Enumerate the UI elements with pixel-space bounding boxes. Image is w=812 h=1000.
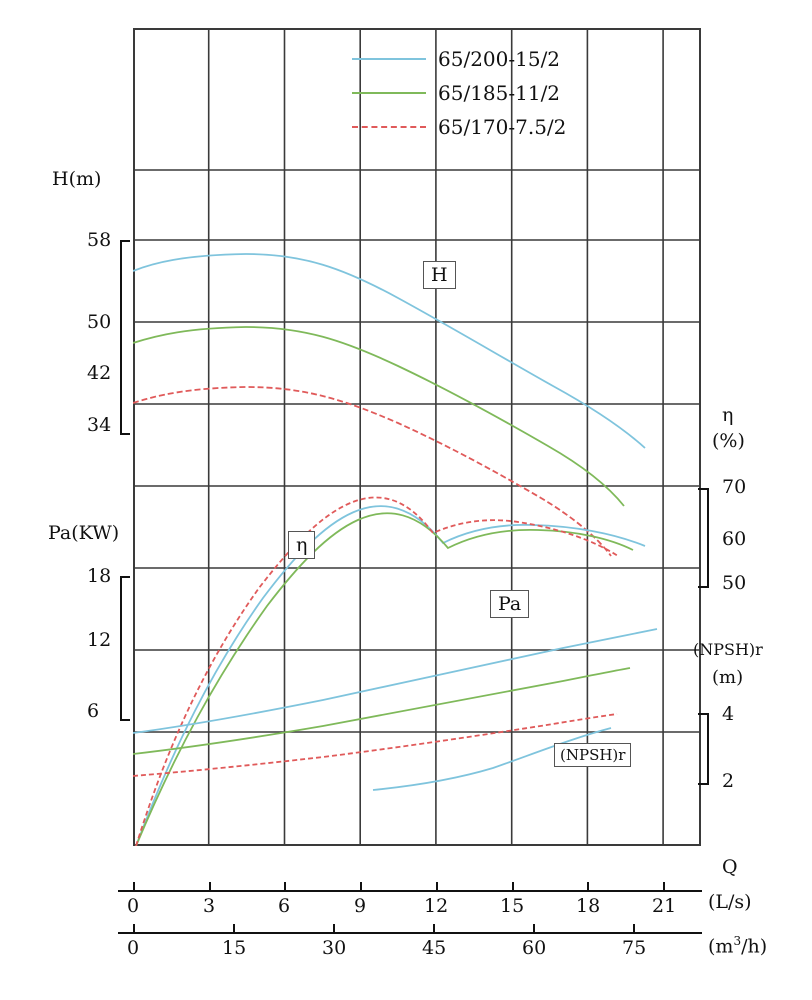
- x-secondary-tickmark: [233, 924, 235, 932]
- x-axis-secondary-line: [118, 932, 702, 934]
- legend-swatch: [352, 58, 426, 60]
- x-secondary-label-60: 60: [522, 937, 547, 959]
- x-secondary-tickmark: [633, 924, 635, 932]
- q-unit-exponent: 3: [733, 934, 742, 948]
- x-primary-label-6: 6: [278, 895, 291, 917]
- q-unit-prefix: (m: [708, 935, 734, 958]
- plot-area: [133, 28, 701, 846]
- x-primary-tickmark: [436, 882, 438, 890]
- x-primary-tickmark: [512, 882, 514, 890]
- chart-svg: [133, 28, 701, 846]
- eta-axis-bracket: [707, 488, 709, 588]
- legend-swatch: [352, 126, 426, 128]
- x-primary-label-3: 3: [203, 895, 216, 917]
- eta-tick-50: 50: [722, 572, 747, 594]
- q-axis-unit-primary: (L/s): [708, 891, 752, 913]
- pa-tick-18: 18: [87, 565, 112, 587]
- h-tick-34: 34: [87, 414, 112, 436]
- x-secondary-tickmark: [533, 924, 535, 932]
- h-axis-bracket: [120, 240, 122, 435]
- x-primary-tickmark: [360, 882, 362, 890]
- legend-item: [352, 76, 566, 110]
- x-secondary-tickmark: [133, 924, 135, 932]
- eta-axis-title-line2: (%): [712, 430, 745, 452]
- x-secondary-tickmark: [333, 924, 335, 932]
- npsh-axis-title-line1: (NPSH)r: [693, 640, 763, 659]
- legend: [352, 42, 566, 144]
- eta-tick-60: 60: [722, 528, 747, 550]
- pa-tick-12: 12: [87, 629, 112, 651]
- npsh-axis-bracket: [707, 713, 709, 785]
- x-secondary-label-15: 15: [222, 937, 247, 959]
- x-primary-label-21: 21: [652, 895, 677, 917]
- legend-item: [352, 110, 566, 144]
- q-unit-suffix: /h): [741, 935, 768, 958]
- h-axis-title: H(m): [52, 168, 102, 190]
- eta-axis-bracket-top: [698, 488, 708, 490]
- x-primary-tickmark: [284, 882, 286, 890]
- pa-axis-title: Pa(KW): [48, 522, 120, 544]
- x-secondary-label-0: 0: [127, 937, 140, 959]
- h-axis-bracket-top: [120, 240, 130, 242]
- legend-label: 65/170-7.5/2: [438, 115, 567, 139]
- npsh-tick-4: 4: [722, 703, 735, 725]
- x-primary-label-18: 18: [576, 895, 601, 917]
- label-box-pa: Pa: [490, 590, 529, 618]
- legend-label: 65/185-11/2: [438, 81, 561, 105]
- eta-axis-title-line1: η: [722, 404, 734, 426]
- label-box-npsh: (NPSH)r: [554, 743, 631, 767]
- legend-label: 65/200-15/2: [438, 47, 561, 71]
- x-primary-tickmark: [133, 882, 135, 890]
- h-tick-42: 42: [87, 362, 112, 384]
- h-tick-50: 50: [87, 311, 112, 333]
- plot-frame: [134, 29, 700, 845]
- h-tick-58: 58: [87, 229, 112, 251]
- x-secondary-label-30: 30: [322, 937, 347, 959]
- x-primary-label-12: 12: [424, 895, 449, 917]
- npsh-axis-bracket-top: [698, 713, 708, 715]
- pa-axis-bracket-top: [120, 576, 130, 578]
- npsh-axis-bracket-bottom: [698, 783, 708, 785]
- x-primary-tickmark: [209, 882, 211, 890]
- pa-tick-6: 6: [87, 700, 100, 722]
- npsh-axis-title-line2: (m): [712, 667, 744, 688]
- legend-swatch: [352, 92, 426, 94]
- x-primary-label-15: 15: [500, 895, 525, 917]
- label-box-h: H: [423, 261, 456, 289]
- legend-item: [352, 42, 566, 76]
- x-secondary-label-45: 45: [422, 937, 447, 959]
- x-primary-tickmark: [663, 882, 665, 890]
- x-primary-label-9: 9: [354, 895, 367, 917]
- npsh-tick-2: 2: [722, 770, 735, 792]
- eta-axis-bracket-bottom: [698, 586, 708, 588]
- x-secondary-tickmark: [433, 924, 435, 932]
- x-axis-primary-line: [118, 890, 702, 892]
- eta-tick-70: 70: [722, 476, 747, 498]
- pa-axis-bracket-bottom: [120, 719, 130, 721]
- x-primary-tickmark: [587, 882, 589, 890]
- pa-axis-bracket: [120, 576, 122, 721]
- q-axis-title: Q: [722, 856, 738, 878]
- x-secondary-label-75: 75: [622, 937, 647, 959]
- q-axis-unit-secondary: [708, 935, 767, 957]
- h-axis-bracket-bottom: [120, 433, 130, 435]
- x-primary-label-0: 0: [127, 895, 140, 917]
- label-box-eta: η: [288, 531, 315, 559]
